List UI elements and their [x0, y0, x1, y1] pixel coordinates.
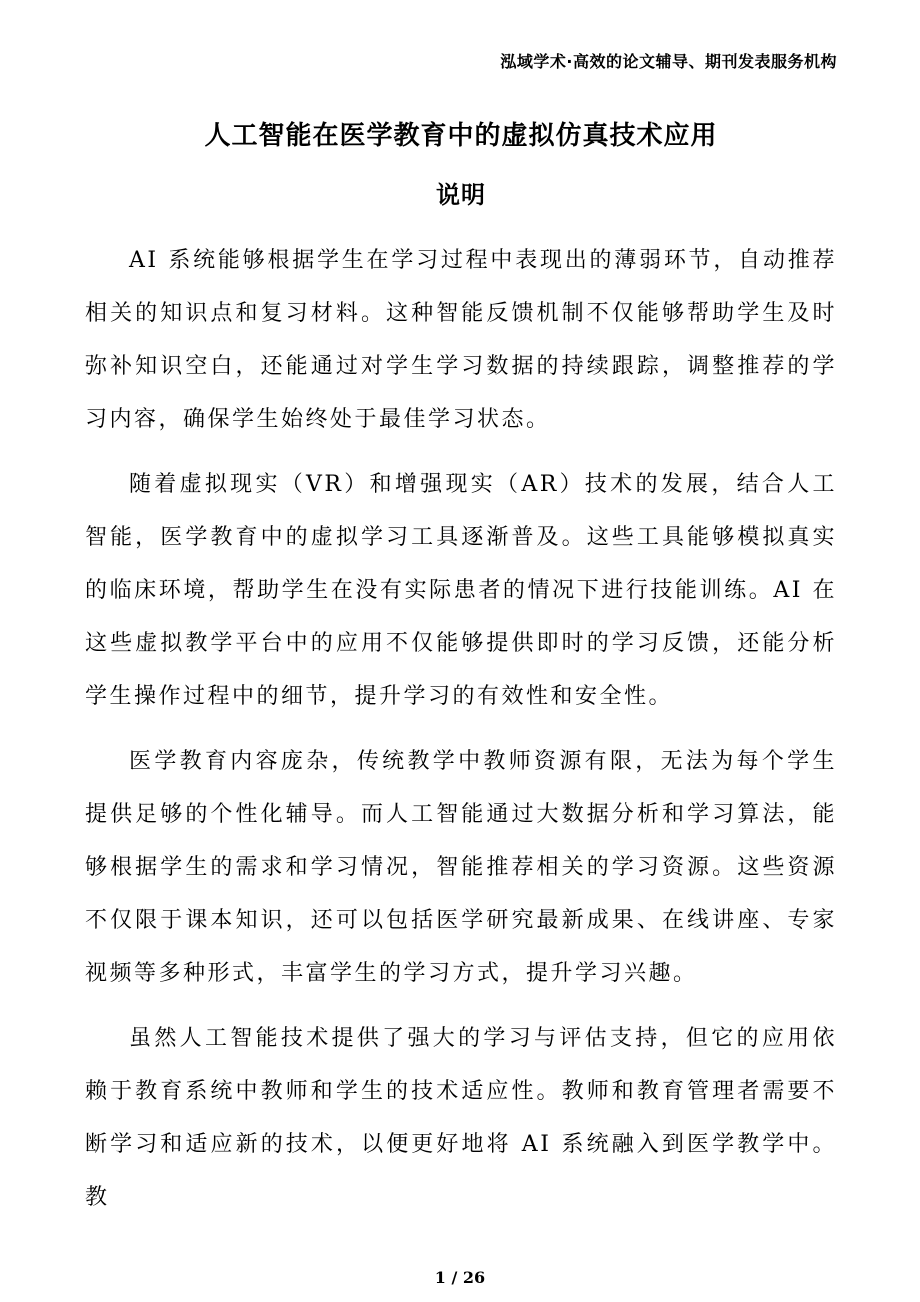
document-body: [85, 234, 837, 1224]
paragraph: 虽然人工智能技术提供了强大的学习与评估支持，但它的应用依赖于教育系统中教师和学生的技术适应性。教师和教育管理者需要不断学习和适应新的技术，以便更好地将 AI 系统融入到医学教学中。教: [85, 1026, 837, 1210]
paragraph: 医学教育内容庞杂，传统教学中教师资源有限，无法为每个学生提供足够的个性化辅导。而人工智能通过大数据分析和学习算法，能够根据学生的需求和学习情况，智能推荐相关的学习资源。这些资源不仅限于课本知识，还可以包括医学研究最新成果、在线讲座、专家视频等多种形式，丰富学生的学习方式，提升学习兴趣。: [85, 749, 837, 986]
paragraph: 随着虚拟现实（VR）和增强现实（AR）技术的发展，结合人工智能，医学教育中的虚拟学习工具逐渐普及。这些工具能够模拟真实的临床环境，帮助学生在没有实际患者的情况下进行技能训练。AI 在这些虚拟教学平台中的应用不仅能够提供即时的学习反馈，还能分析学生操作过程中的细节，提升学习的有效性和安全性。: [85, 472, 837, 709]
paragraph: AI 系统能够根据学生在学习过程中表现出的薄弱环节，自动推荐相关的知识点和复习材料。这种智能反馈机制不仅能够帮助学生及时弥补知识空白，还能通过对学生学习数据的持续跟踪，调整推荐的学习内容，确保学生始终处于最佳学习状态。: [85, 248, 837, 432]
page-number: 1 / 26: [434, 1268, 486, 1287]
page-header-agency-line: 泓域学术·高效的论文辅导、期刊发表服务机构: [500, 52, 837, 71]
document-title: 人工智能在医学教育中的虚拟仿真技术应用: [204, 121, 718, 151]
section-heading: 说明: [436, 181, 486, 209]
